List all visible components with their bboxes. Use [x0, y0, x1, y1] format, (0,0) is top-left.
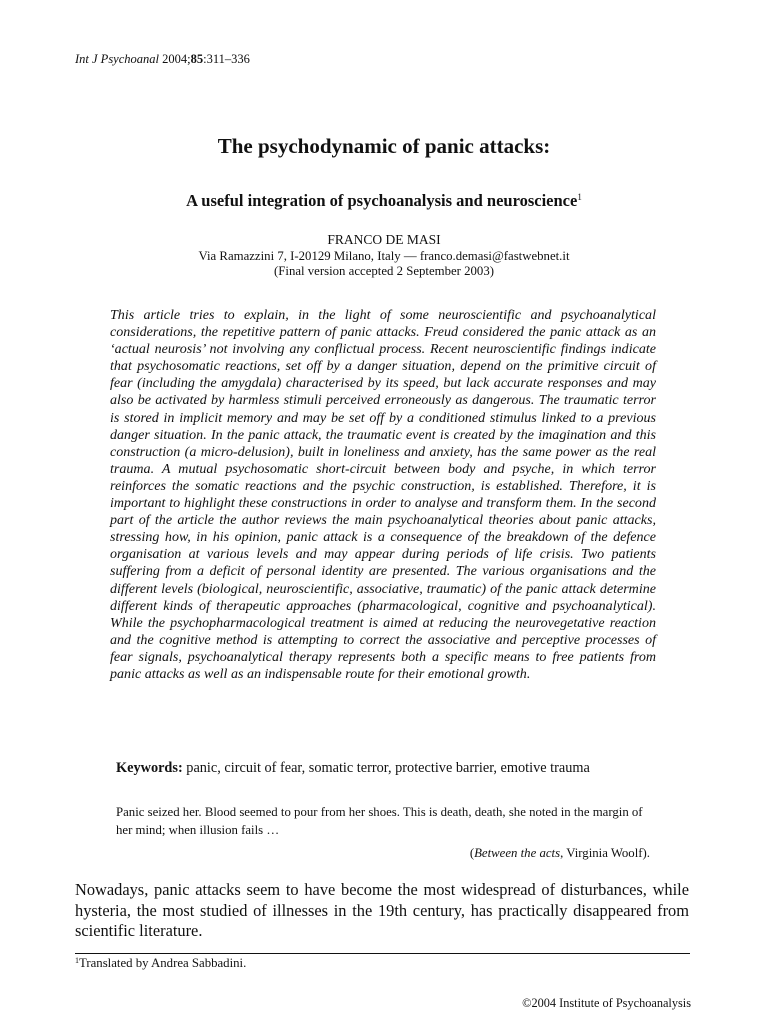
footnote [75, 956, 246, 971]
epigraph-quote: Panic seized her. Blood seemed to pour from her shoes. This is death, death, she noted in the margin of her mind; when illusion fails … [116, 805, 643, 837]
journal-name: Int J Psychoanal [75, 52, 160, 66]
journal-volume: 85 [190, 52, 204, 66]
epigraph-source [470, 846, 650, 861]
epigraph-source-author: , Virginia Woolf). [560, 846, 650, 860]
journal-pages: :311–336 [203, 52, 250, 66]
keywords-label: Keywords: [116, 760, 183, 776]
journal-citation [75, 52, 250, 67]
copyright-notice: ©2004 Institute of Psychoanalysis [522, 996, 691, 1010]
keywords-list: panic, circuit of fear, somatic terror, protective barrier, emotive trauma [182, 760, 590, 776]
subtitle-footnote-mark[interactable]: 1 [577, 192, 582, 202]
abstract: This article tries to explain, in the light of some neuroscientific and psychoanalytical considerations, the repetitive pattern of panic attacks. Freud considered the panic attack as an ‘actual neurosis’ not involving any conflictual process. Recent neuroscientific findings indicate that psychosomatic reactions, set off by a danger situation, depend on the primitive circuit of fear (including the amygdala) characterised by its speed, but lack accurate responses and may also be activated by harmless stimuli perceived erroneously as dangerous. The traumatic terror is stored in implicit memory and may be set off by a conditioned stimulus linked to a previous danger situation. In the panic attack, the traumatic event is created by the imagination and this construction (a micro-delusion), built in loneliness and anxiety, has the same power as the real trauma. A mutual psychosomatic short-circuit between body and psyche, in which terror reinforces the somatic reactions and the psychic construction, is established. Therefore, it is important to highlight these constructions in order to analyse and transform them. In the second part of the article the author reviews the main psychoanalytical theories about panic attacks, stressing how, in his opinion, panic attack is a consequence of the breakdown of the defence organisation at various levels and may appear during periods of life crisis. Two patients suffering from a deficit of personal identity are presented. The various organisations and the different levels (biological, neuroscientific, associative, traumatic) of the panic attack determine different kinds of therapeutic approaches (pharmacological, cognitive and psychoanalytical). While the psychopharmacological treatment is aimed at reducing the neurovegetative reaction and the cognitive method is attempting to correct the associative and perceptive processes of fear signals, psychoanalytical therapy represents both a specific means to free patients from panic attacks as well as an indispensable route for their emotional growth. [110, 307, 656, 682]
footnote-mark: 1 [75, 956, 79, 965]
body-paragraph: Nowadays, panic attacks seem to have become the most widespread of disturbances, while hysteria, the most studied of illnesses in the 19th century, has practically disappeared from scientific literature. [75, 880, 689, 940]
epigraph-source-title: Between the acts [474, 846, 561, 860]
author-address: Via Ramazzini 7, I-20129 Milano, Italy — franco.demasi@fastwebnet.it [198, 249, 570, 263]
epigraph-source-open: ( [469, 846, 475, 860]
author-name: FRANCO DE MASI [327, 232, 441, 247]
subtitle-text: A useful integration of psychoanalysis and neuroscience [186, 191, 578, 210]
footnote-divider [75, 953, 690, 954]
accepted-date: (Final version accepted 2 September 2003) [274, 264, 494, 278]
article-subtitle [0, 191, 768, 211]
journal-year: 2004; [162, 52, 191, 66]
footnote-text: Translated by Andrea Sabbadini. [79, 956, 247, 970]
keywords [116, 760, 590, 777]
article-title: The psychodynamic of panic attacks: [217, 134, 551, 158]
